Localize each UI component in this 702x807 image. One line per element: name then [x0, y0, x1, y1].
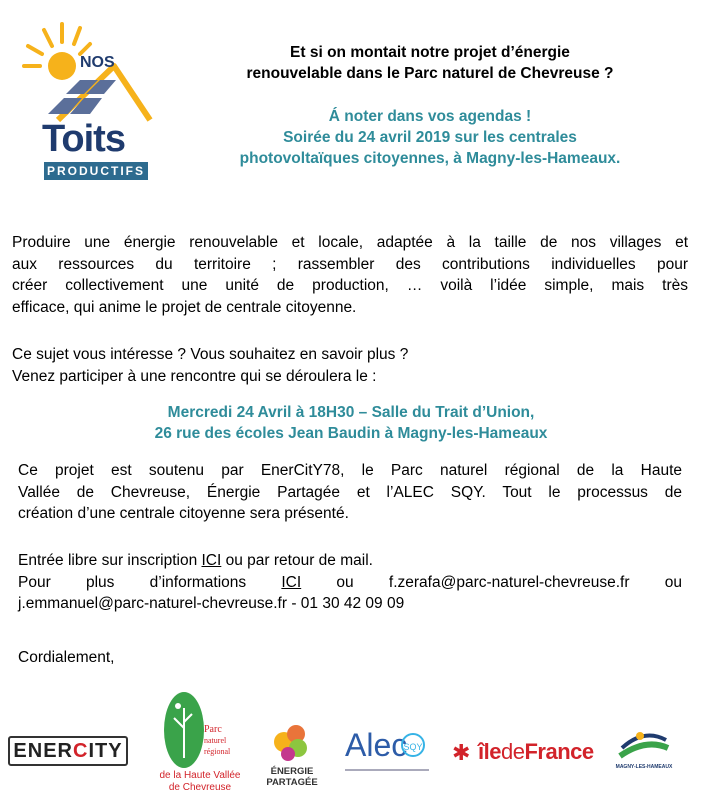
alec-sqy-logo: Alec SQY: [345, 727, 431, 777]
support-paragraph: [18, 460, 682, 525]
intro-line: Produire une énergie renouvelable et locale, adaptée à la taille de nos villages et: [12, 234, 688, 251]
contact-block: [18, 550, 682, 615]
logo-toits-text: Toits: [42, 118, 125, 160]
alec-sqy-badge: SQY: [401, 733, 425, 757]
energie-partagee-icon: [262, 720, 322, 764]
parc-text: naturel: [204, 736, 227, 745]
magny-les-hameaux-logo: MAGNY-LES-HAMEAUX: [618, 726, 670, 774]
star-icon: ✱: [452, 740, 471, 765]
invite-line: Ce sujet vous intéresse ? Vous souhaitez en savoir plus ?: [12, 346, 409, 363]
register-link[interactable]: ICI: [201, 552, 222, 569]
parc-naturel-logo: [160, 688, 240, 800]
registration-line: Entrée libre sur inscription ICI ou par retour de mail.: [18, 552, 373, 569]
title-line: renouvelable dans le Parc naturel de Chevreuse ?: [246, 65, 614, 82]
logo-nos-text: NOS: [80, 54, 115, 71]
email-link-zerafa[interactable]: f.zerafa@parc-naturel-chevreuse.fr: [388, 573, 630, 591]
event-address-line: 26 rue des écoles Jean Baudin à Magny-les-Hameaux: [154, 425, 548, 442]
energie-partagee-logo: [262, 720, 322, 800]
support-line: Ce projet est soutenu par EnerCitY78, le Parc naturel régional de la Haute: [18, 462, 682, 479]
closing: Cordialement,: [18, 649, 115, 666]
email-phone-line: [18, 593, 682, 615]
alec-tagline-rule: [345, 769, 429, 771]
ep-text: ÉNERGIE: [270, 766, 314, 777]
parc-text: de la Haute Vallée: [159, 770, 241, 781]
invite-line: Venez participer à une rencontre qui se déroulera le :: [12, 367, 377, 385]
intro-line: aux ressources du territoire ; rassembler des contributions individuelles pour: [12, 255, 688, 273]
support-line: Vallée de Chevreuse, Énergie Partagée et l’ALEC SQY. Tout le processus de: [18, 483, 682, 501]
magny-swoosh-icon: [618, 726, 670, 762]
ep-text: PARTAGÉE: [266, 777, 318, 788]
title-line: Et si on montait notre projet d’énergie: [290, 44, 570, 61]
intro-line: créer collectivement une unité de production, … voilà l’idée simple, mais très: [12, 277, 688, 294]
parc-text: Parc: [204, 724, 222, 735]
ile-de-france-logo: ✱ îledeFrance: [452, 739, 594, 765]
support-line: création d’une centrale citoyenne sera présenté.: [18, 505, 349, 522]
nos-toits-productifs-logo: [18, 20, 158, 185]
subtitle-line: Soirée du 24 avril 2019 sur les centrales: [283, 129, 577, 146]
phone-number: - 01 30 42 09 09: [287, 595, 405, 612]
subtitle-line: photovoltaïques citoyennes, à Magny-les-Hameaux.: [239, 150, 621, 167]
logo-productifs-banner: PRODUCTIFS: [44, 162, 148, 180]
event-date-line: Mercredi 24 Avril à 18H30 – Salle du Trait d’Union,: [167, 404, 535, 421]
enercity-logo: ENER C ITY: [8, 736, 128, 766]
intro-line: efficace, qui anime le projet de centrale citoyenne.: [12, 298, 357, 316]
page-title: [170, 42, 690, 169]
parc-text: de Chevreuse: [168, 782, 232, 793]
info-line: Pour plus d’informations ICI ou f.zerafa@parc-naturel-chevreuse.fr ou: [18, 573, 682, 591]
invite-paragraph: [12, 344, 688, 387]
intro-paragraph: [12, 232, 688, 318]
event-details: [0, 402, 702, 444]
subtitle-line: Á noter dans vos agendas !: [328, 108, 532, 125]
info-link[interactable]: ICI: [281, 573, 302, 591]
parc-text: régional: [204, 747, 231, 756]
email-link-emmanuel[interactable]: j.emmanuel@parc-naturel-chevreuse.fr: [18, 595, 288, 612]
